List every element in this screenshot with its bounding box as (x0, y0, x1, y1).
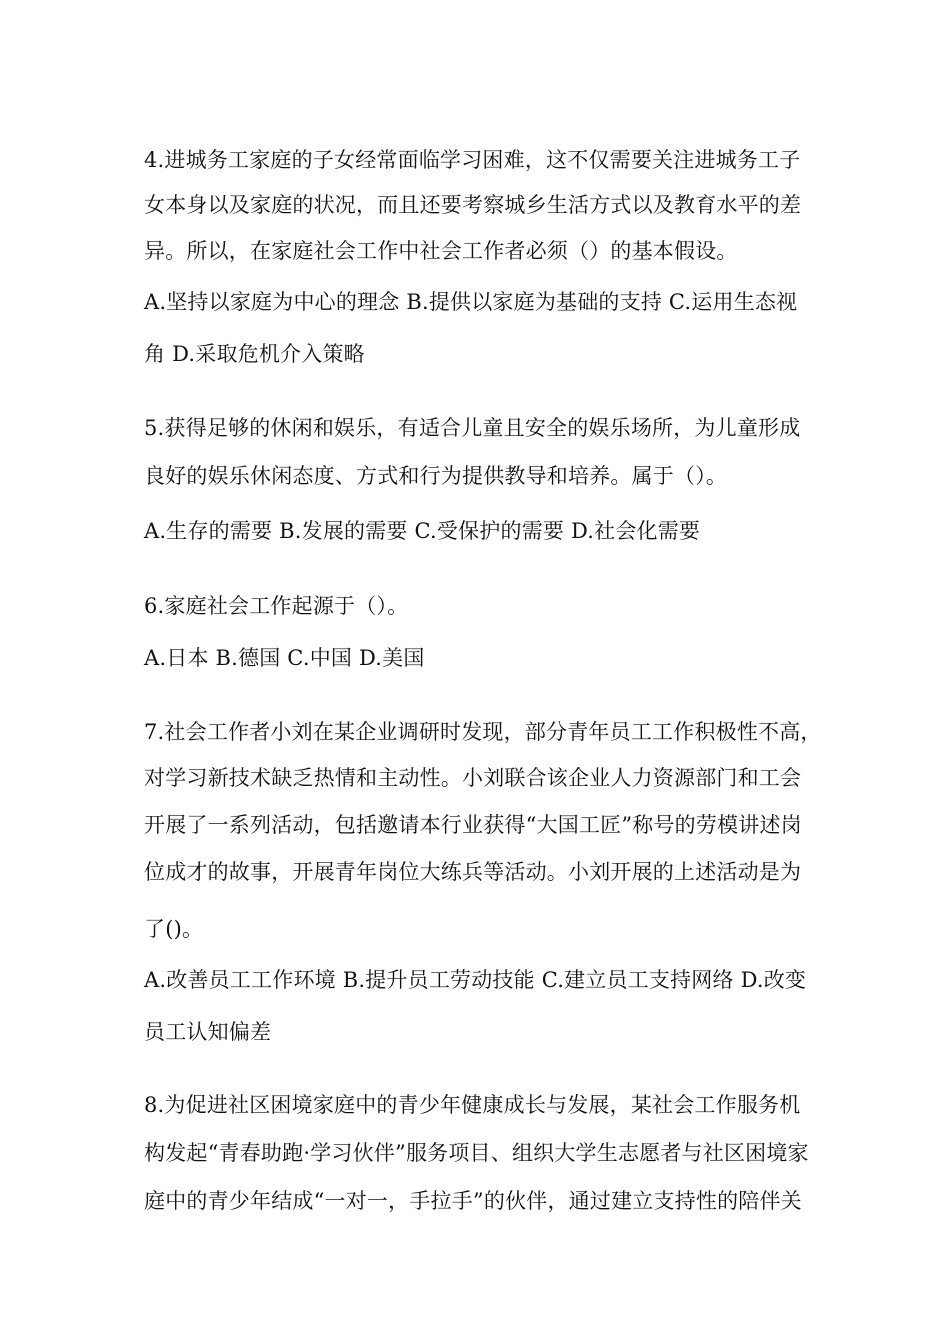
question-4-line-1: 4.进城务工家庭的子女经常面临学习困难，这不仅需要关注进城务工子 (144, 148, 801, 172)
question-4-line-2: 女本身以及家庭的状况，而且还要考察城乡生活方式以及教育水平的差 (144, 193, 802, 217)
question-4-options-line-1: A.坚持以家庭为中心的理念 B.提供以家庭为基础的支持 C.运用生态视 (144, 290, 798, 314)
question-4-options-line-2: 角 D.采取危机介入策略 (144, 342, 365, 366)
question-8-line-1: 8.为促进社区困境家庭中的青少年健康成长与发展，某社会工作服务机 (144, 1093, 801, 1117)
question-7-line-5: 了()。 (144, 917, 204, 941)
question-7-line-3: 开展了一系列活动，包括邀请本行业获得“大国工匠”称号的劳模讲述岗 (144, 813, 802, 837)
question-7-line-4: 位成才的故事，开展青年岗位大练兵等活动。小刘开展的上述活动是为 (144, 860, 802, 884)
question-7-options-line-1: A.改善员工工作环境 B.提升员工劳动技能 C.建立员工支持网络 D.改变 (144, 968, 807, 992)
question-5-options-line-1: A.生存的需要 B.发展的需要 C.受保护的需要 D.社会化需要 (144, 519, 701, 543)
question-5-line-1: 5.获得足够的休闲和娱乐，有适合儿童且安全的娱乐场所，为儿童形成 (144, 416, 801, 440)
question-4-line-3: 异。所以，在家庭社会工作中社会工作者必须（）的基本假设。 (144, 239, 738, 263)
question-8-line-2: 构发起“青春助跑·学习伙伴”服务项目、组织大学生志愿者与社区困境家 (144, 1141, 809, 1165)
question-7-line-2: 对学习新技术缺乏热情和主动性。小刘联合该企业人力资源部门和工会 (144, 766, 802, 790)
question-6-line-1: 6.家庭社会工作起源于（）。 (144, 594, 409, 618)
question-6-options-line-1: A.日本 B.德国 C.中国 D.美国 (144, 646, 425, 670)
question-8-line-3: 庭中的青少年结成“一对一，手拉手”的伙伴，通过建立支持性的陪伴关 (144, 1189, 802, 1213)
question-7-line-1: 7.社会工作者小刘在某企业调研时发现，部分青年员工工作积极性不高， (144, 720, 822, 744)
question-5-line-2: 良好的娱乐休闲态度、方式和行为提供教导和培养。属于（）。 (144, 464, 728, 488)
question-7-options-line-2: 员工认知偏差 (144, 1020, 272, 1044)
